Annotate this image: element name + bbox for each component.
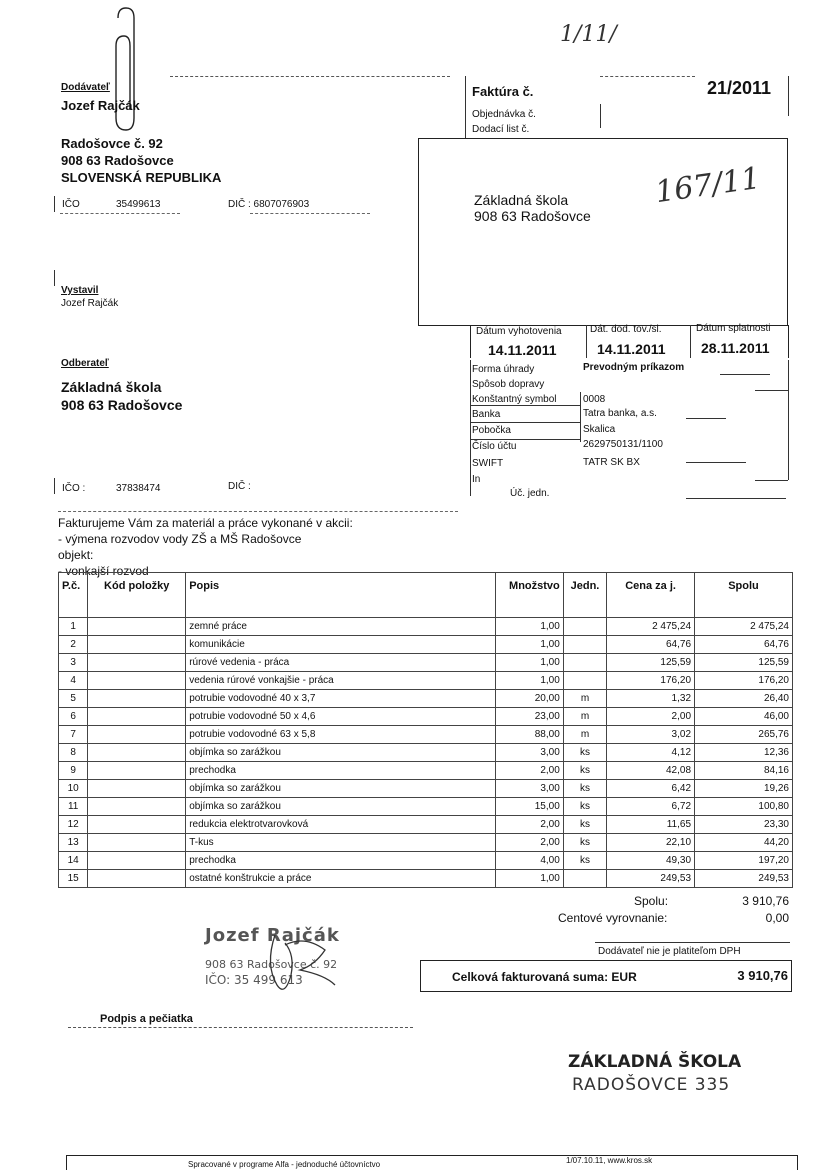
issue-date: 14.11.2011 [488,342,557,358]
supplier-stamp-line-1: Jozef Rajčák [205,925,340,946]
payment-label-2: Spôsob dopravy [472,379,545,390]
supplier-stamp-line-2: 908 63 Radošovce č. 92 [205,958,338,971]
row-total: 12,36 [695,744,793,762]
supplier-heading: Dodávateľ [61,82,110,93]
supplier-ico: 35499613 [116,199,161,210]
row-quantity: 1,00 [496,870,564,888]
row-total: 249,53 [695,870,793,888]
row-index: 2 [59,636,88,654]
row-unit [563,672,606,690]
table-row [59,798,793,816]
delivery-label: Dodací list č. [472,124,530,135]
address-line-1: Základná škola [474,192,569,208]
customer-dic-label: DIČ : [228,481,251,492]
items-table [58,572,793,888]
payment-label-7: SWIFT [472,458,504,469]
row-total: 64,76 [695,636,793,654]
row-description: redukcia elektrotvarovková [186,816,496,834]
row-quantity: 4,00 [496,852,564,870]
row-unit: m [563,726,606,744]
row-description: objímka so zarážkou [186,744,496,762]
row-description: T-kus [186,834,496,852]
row-description: objímka so zarážkou [186,798,496,816]
row-total: 26,40 [695,690,793,708]
row-total: 84,16 [695,762,793,780]
row-index: 11 [59,798,88,816]
row-code [88,618,186,636]
row-quantity: 1,00 [496,618,564,636]
table-header-row [59,573,793,618]
row-quantity: 20,00 [496,690,564,708]
row-code [88,870,186,888]
issued-name: Jozef Rajčák [61,298,119,309]
row-unit: ks [563,852,606,870]
supplier-city: 908 63 Radošovce [61,153,174,168]
header-description: Popis [186,573,496,618]
table-row [59,726,793,744]
payment-label-6: Číslo účtu [472,441,517,452]
supply-date: 14.11.2011 [597,341,666,357]
payment-label-8: In [472,474,481,485]
row-unit [563,618,606,636]
row-unit: m [563,708,606,726]
row-code [88,654,186,672]
row-code [88,798,186,816]
issue-date-label: Dátum vyhotovenia [476,326,562,337]
row-code [88,852,186,870]
row-quantity: 23,00 [496,708,564,726]
row-description: objímka so zarážkou [186,780,496,798]
row-total: 176,20 [695,672,793,690]
row-code [88,708,186,726]
row-description: zemné práce [186,618,496,636]
header-unit: Jedn. [563,573,606,618]
row-total: 125,59 [695,654,793,672]
customer-stamp-line-2: RADOŠOVCE 335 [572,1075,731,1095]
row-quantity: 1,00 [496,672,564,690]
table-row [59,618,793,636]
row-unit-price: 2 475,24 [607,618,695,636]
row-quantity: 88,00 [496,726,564,744]
supplier-street: Radošovce č. 92 [61,136,163,151]
row-unit-price: 3,02 [607,726,695,744]
row-code [88,780,186,798]
order-label: Objednávka č. [472,109,536,120]
row-unit [563,870,606,888]
row-index: 3 [59,654,88,672]
row-index: 6 [59,708,88,726]
row-index: 9 [59,762,88,780]
supplier-ico-label: IČO [62,199,80,210]
header-quantity: Množstvo [496,573,564,618]
footer-left: Spracované v programe Alfa - jednoduché účtovníctvo [188,1160,381,1169]
supplier-country: SLOVENSKÁ REPUBLIKA [61,170,222,185]
payment-label-1: Forma úhrady [472,364,535,375]
footer-right: 1/07.10.11, www.kros.sk [566,1156,653,1165]
row-total: 2 475,24 [695,618,793,636]
supplier-dic: DIČ : 6807076903 [228,199,310,210]
handwritten-number-note: 167/11 [653,160,763,211]
invoice-number: 21/2011 [707,78,772,98]
row-description: prechodka [186,852,496,870]
row-total: 265,76 [695,726,793,744]
table-row [59,780,793,798]
row-code [88,726,186,744]
row-unit-price: 11,65 [607,816,695,834]
row-quantity: 3,00 [496,744,564,762]
table-row [59,762,793,780]
row-description: rúrové vedenia - práca [186,654,496,672]
row-unit-price: 1,32 [607,690,695,708]
row-index: 12 [59,816,88,834]
table-row [59,870,793,888]
row-unit: ks [563,762,606,780]
rounding-value: 0,00 [765,911,789,925]
row-description: prechodka [186,762,496,780]
row-quantity: 1,00 [496,654,564,672]
row-index: 5 [59,690,88,708]
payment-label-3: Konštantný symbol [472,394,557,405]
row-total: 100,80 [695,798,793,816]
total-label: Celková fakturovaná suma: EUR [452,970,637,984]
row-index: 8 [59,744,88,762]
table-row [59,708,793,726]
table-row [59,690,793,708]
row-code [88,690,186,708]
row-unit: ks [563,780,606,798]
row-total: 44,20 [695,834,793,852]
customer-city: 908 63 Radošovce [61,397,183,413]
row-description: komunikácie [186,636,496,654]
row-index: 4 [59,672,88,690]
address-line-2: 908 63 Radošovce [474,208,591,224]
issued-heading: Vystavil [61,285,99,296]
header-index: P.č. [59,573,88,618]
row-unit [563,636,606,654]
row-index: 10 [59,780,88,798]
total-value: 3 910,76 [737,968,788,983]
row-total: 23,30 [695,816,793,834]
signature-icon [255,925,345,1000]
row-quantity: 1,00 [496,636,564,654]
paper-clip-icon [110,6,146,134]
row-unit-price: 249,53 [607,870,695,888]
sum-value: 3 910,76 [742,894,789,908]
row-description: potrubie vodovodné 50 x 4,6 [186,708,496,726]
invoice-title: Faktúra č. [472,84,534,99]
intro-line-4: - vonkajší rozvod [58,564,149,578]
customer-stamp-line-1: ZÁKLADNÁ ŠKOLA [568,1052,742,1072]
payment-value-4: Tatra banka, a.s. [583,408,657,419]
payment-label-4: Banka [472,409,501,420]
payment-value-5: Skalica [583,424,616,435]
table-row [59,834,793,852]
row-unit-price: 176,20 [607,672,695,690]
table-row [59,852,793,870]
row-unit [563,654,606,672]
row-description: potrubie vodovodné 40 x 3,7 [186,690,496,708]
row-index: 7 [59,726,88,744]
supplier-name: Jozef Rajčák [61,98,140,113]
payment-value-3: 0008 [583,394,606,405]
vat-note: Dodávateľ nie je platiteľom DPH [598,946,741,957]
row-unit: ks [563,744,606,762]
intro-line-1: Fakturujeme Vám za materiál a práce vykonané v akcii: [58,516,353,530]
customer-ico-label: IČO : [62,483,86,494]
row-index: 1 [59,618,88,636]
row-unit-price: 42,08 [607,762,695,780]
customer-ico: 37838474 [116,483,161,494]
payment-label-5: Pobočka [472,425,511,436]
supplier-stamp-line-3: IČO: 35 499 613 [205,973,303,987]
row-total: 46,00 [695,708,793,726]
row-unit: ks [563,816,606,834]
row-unit-price: 6,72 [607,798,695,816]
row-code [88,636,186,654]
intro-line-2: - výmena rozvodov vody ZŠ a MŠ Radošovce [58,532,302,546]
row-code [88,762,186,780]
payment-label-9: Úč. jedn. [510,488,550,499]
supply-date-label: Dát. dod. tov./sl. [590,324,662,335]
signature-label: Podpis a pečiatka [100,1013,193,1025]
rounding-label: Centové vyrovnanie: [558,911,668,925]
sum-label: Spolu: [634,894,669,908]
row-unit: ks [563,834,606,852]
payment-value-7: TATR SK BX [583,457,640,468]
payment-value-6: 2629750131/1100 [583,439,663,450]
row-code [88,744,186,762]
row-code [88,672,186,690]
row-unit-price: 125,59 [607,654,695,672]
customer-name: Základná škola [61,379,162,395]
intro-line-3: objekt: [58,548,94,562]
row-unit: m [563,690,606,708]
row-index: 14 [59,852,88,870]
customer-heading: Odberateľ [61,358,109,369]
row-total: 197,20 [695,852,793,870]
handwritten-top-note: 1/11/ [560,22,617,47]
row-total: 19,26 [695,780,793,798]
address-window [418,138,788,326]
row-quantity: 2,00 [496,816,564,834]
row-quantity: 2,00 [496,762,564,780]
row-quantity: 2,00 [496,834,564,852]
row-unit-price: 4,12 [607,744,695,762]
row-quantity: 3,00 [496,780,564,798]
payment-value-1: Prevodným príkazom [583,362,685,373]
row-description: vedenia rúrové vonkajšie - práca [186,672,496,690]
row-quantity: 15,00 [496,798,564,816]
row-index: 15 [59,870,88,888]
row-unit-price: 64,76 [607,636,695,654]
row-code [88,834,186,852]
row-description: ostatné konštrukcie a práce [186,870,496,888]
table-row [59,636,793,654]
header-unit-price: Cena za j. [607,573,695,618]
row-code [88,816,186,834]
row-unit-price: 22,10 [607,834,695,852]
due-date-label: Dátum splatnosti [696,323,771,334]
table-row [59,816,793,834]
row-unit: ks [563,798,606,816]
header-code: Kód položky [88,573,186,618]
row-index: 13 [59,834,88,852]
row-unit-price: 2,00 [607,708,695,726]
row-description: potrubie vodovodné 63 x 5,8 [186,726,496,744]
table-row [59,672,793,690]
table-row [59,744,793,762]
row-unit-price: 49,30 [607,852,695,870]
header-total: Spolu [695,573,793,618]
due-date: 28.11.2011 [701,340,770,356]
table-row [59,654,793,672]
row-unit-price: 6,42 [607,780,695,798]
